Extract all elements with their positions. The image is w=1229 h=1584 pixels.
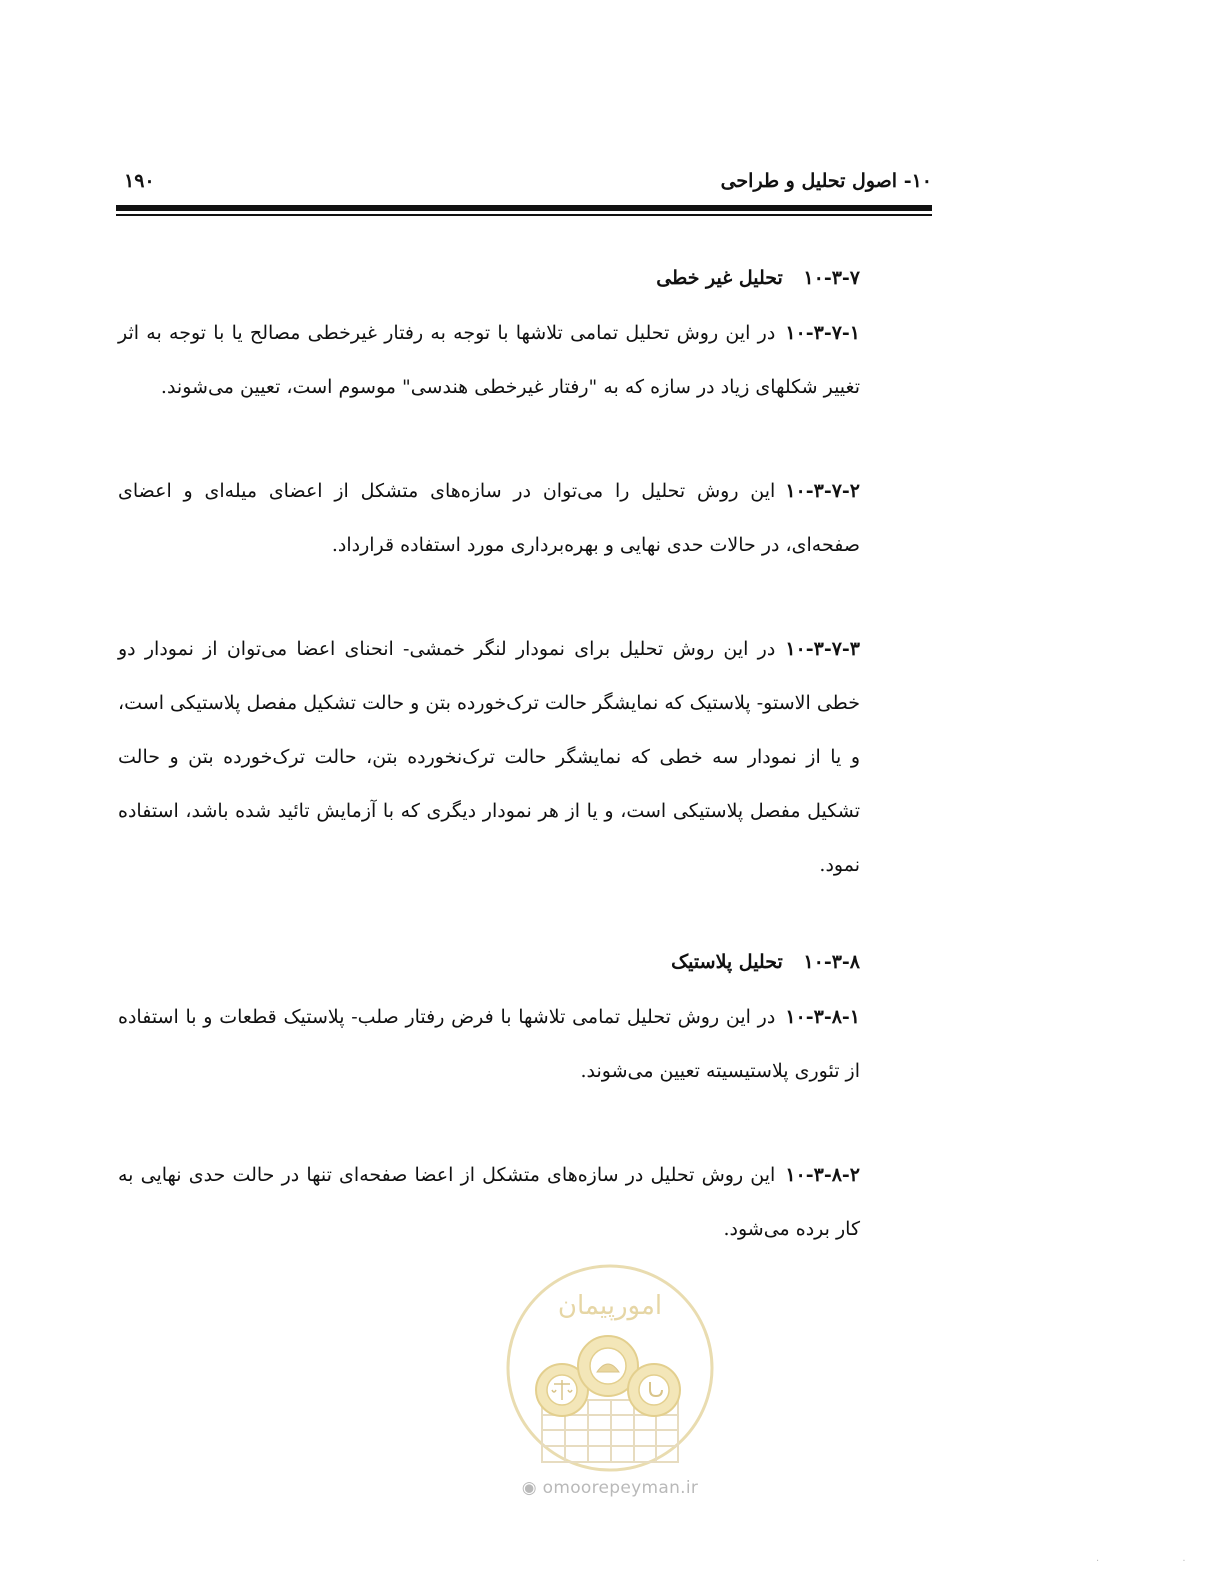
paragraph: [118, 464, 860, 572]
body-content: [118, 258, 860, 1256]
at-icon: ◉: [521, 1478, 537, 1498]
section-number: ۱۰-۳-۸: [803, 951, 860, 973]
paragraph: [118, 1148, 860, 1256]
paragraph-number: ۱۰-۳-۷-۱: [785, 322, 860, 344]
section-heading-nonlinear-analysis: [118, 258, 860, 298]
watermark-website: [510, 1478, 710, 1498]
section-title: تحلیل غیر خطی: [656, 267, 783, 289]
header-rule-thick: [116, 205, 932, 211]
paragraph-text: در این روش تحلیل برای نمودار لنگر خمشی- انحنای اعضا می‌توان از نمودار دو خطی الاستو- پلاستیک که نمایشگر حالت ترک‌خورده بتن و حالت تشکیل مفصل پلاستیکی است، و یا از نمودار سه خطی که نمایشگر حالت ترک‌نخورده بتن، حالت ترک‌خورده بتن و حالت تشکیل مفصل پلاستیکی است، و یا از هر نمودار دیگری که با آزمایش تائید شده باشد، استفاده نمود.: [118, 638, 860, 876]
section-number: ۱۰-۳-۷: [803, 267, 860, 289]
section-title: تحلیل پلاستیک: [671, 951, 783, 973]
paragraph-number: ۱۰-۳-۸-۱: [785, 1006, 860, 1028]
paragraph-number: ۱۰-۳-۸-۲: [785, 1164, 860, 1186]
paragraph: [118, 990, 860, 1098]
paragraph-text: در این روش تحلیل تمامی تلاشها با توجه به رفتار غیرخطی مصالح یا با توجه به اثر تغییر شکلهای زیاد در سازه که به "رفتار غیرخطی هندسی" موسوم است، تعیین می‌شوند.: [118, 322, 860, 398]
paragraph-text: این روش تحلیل در سازه‌های متشکل از اعضا صفحه‌ای تنها در حالت حدی نهایی به کار برده می‌شود.: [118, 1164, 860, 1240]
paragraph-number: ۱۰-۳-۷-۳: [785, 638, 860, 660]
watermark-site-text: omoorepeyman.ir: [542, 1478, 699, 1498]
page-header: [118, 170, 932, 200]
running-title: ۱۰- اصول تحلیل و طراحی: [720, 170, 932, 192]
paragraph: [118, 622, 860, 892]
section-heading-plastic-analysis: [118, 942, 860, 982]
svg-text:امورپیمان: امورپیمان: [557, 1291, 663, 1321]
page-number: ۱۹۰: [124, 170, 155, 192]
paragraph: [118, 306, 860, 414]
header-rule-thin: [116, 214, 932, 216]
paragraph-text: این روش تحلیل را می‌توان در سازه‌های متشکل از اعضای میله‌ای و اعضای صفحه‌ای، در حالات حدی نهایی و بهره‌برداری مورد استفاده قرارداد.: [118, 480, 860, 556]
scan-artifact-dots: · ·: [1096, 1556, 1226, 1567]
paragraph-text: در این روش تحلیل تمامی تلاشها با فرض رفتار صلب- پلاستیک قطعات و با استفاده از تئوری پلاستیسیته تعیین می‌شوند.: [118, 1006, 860, 1082]
watermark-logo: [504, 1262, 716, 1474]
paragraph-number: ۱۰-۳-۷-۲: [785, 480, 860, 502]
